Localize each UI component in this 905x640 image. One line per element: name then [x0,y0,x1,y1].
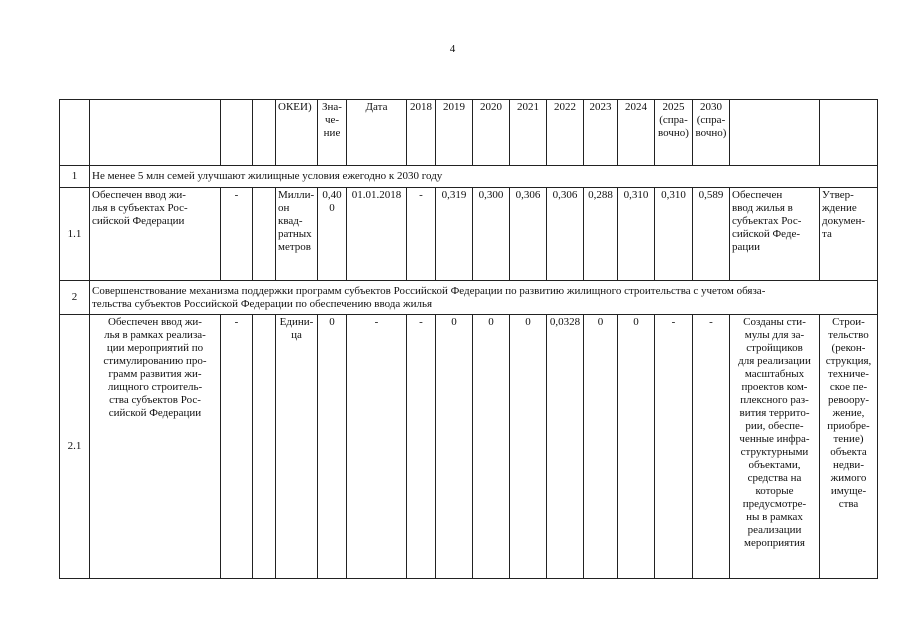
indicator-name: Обеспечен ввод жи- лья в субъектах Рос- сийской Федерации [90,188,221,281]
table-row [60,315,878,579]
indicator-name: Обеспечен ввод жи- лья в рамках реализа- ции мероприятий по стимулированию про- грамм развития жи- лищного строитель- ства субъектов Рос- сийской Федерации [90,315,221,579]
section-row [60,166,878,188]
value-2023: 0 [584,315,618,579]
document-cell: Утвер- ждение докумен- та [820,188,878,281]
header-cell-year: 2021 [510,100,547,166]
page-number: 4 [449,43,456,55]
cell-empty [253,315,276,579]
value-2021: 0 [510,315,547,579]
value-2024: 0 [618,315,655,579]
section-number: 1 [60,166,90,188]
value-2023: 0,288 [584,188,618,281]
header-cell-doc [820,100,878,166]
header-cell-2030: 2030 (спра- вочно) [693,100,730,166]
header-cell-value: Зна- че- ние [318,100,347,166]
value-2021: 0,306 [510,188,547,281]
header-cell-year: 2018 [407,100,436,166]
section-number: 2 [60,281,90,315]
row-number: 1.1 [60,188,90,281]
base-date: 01.01.2018 [347,188,407,281]
section-row [60,281,878,315]
section-title: Не менее 5 млн семей улучшают жилищные условия ежегодно к 2030 году [90,166,878,188]
value-2019: 0 [436,315,473,579]
value-2020: 0,300 [473,188,510,281]
header-cell-name [90,100,221,166]
header-cell-result [730,100,820,166]
cell-empty [253,188,276,281]
base-value: 0 [318,315,347,579]
header-cell-unit: ОКЕИ) [276,100,318,166]
value-2018: - [407,188,436,281]
cell-dash: - [221,315,253,579]
section-title: Совершенствование механизма поддержки программ субъектов Российской Федерации по развитию жилищного строительства с учетом обяза- тельства субъектов Российской Федерации по обеспечению ввода жилья [90,281,878,315]
header-cell-year: 2023 [584,100,618,166]
unit-cell: Едини- ца [276,315,318,579]
indicators-table [59,99,878,579]
value-2030: - [693,315,730,579]
value-2025: - [655,315,693,579]
header-cell-dash [253,100,276,166]
value-2019: 0,319 [436,188,473,281]
base-value: 0,400 [318,188,347,281]
value-2022: 0,0328 [547,315,584,579]
value-2024: 0,310 [618,188,655,281]
row-number: 2.1 [60,315,90,579]
unit-cell: Милли- он квад- ратных метров [276,188,318,281]
header-cell-year: 2022 [547,100,584,166]
result-cell: Обеспечен ввод жилья в субъектах Рос- сийской Феде- рации [730,188,820,281]
header-row [60,100,878,166]
value-2030: 0,589 [693,188,730,281]
header-cell-2025: 2025 (спра- вочно) [655,100,693,166]
header-cell-blank [221,100,253,166]
header-cell-year: 2024 [618,100,655,166]
table-row [60,188,878,281]
value-2022: 0,306 [547,188,584,281]
header-cell-date: Дата [347,100,407,166]
value-2025: 0,310 [655,188,693,281]
value-2020: 0 [473,315,510,579]
value-2018: - [407,315,436,579]
result-cell: Созданы сти- мулы для за- стройщиков для реализации масштабных проектов ком- плексного раз- вития террито- рии, обеспе- ченные инфра- структурными объектами, средства на которые предусмотре- ны в рамках реализации мероприятия [730,315,820,579]
header-cell-year: 2019 [436,100,473,166]
base-date: - [347,315,407,579]
document-cell: Строи- тельство (рекон- струкция, техниче- ское пе- ревоору- жение, приобре- тение) объекта недви- жимого имуще- ства [820,315,878,579]
cell-dash: - [221,188,253,281]
header-cell-year: 2020 [473,100,510,166]
header-cell-num [60,100,90,166]
